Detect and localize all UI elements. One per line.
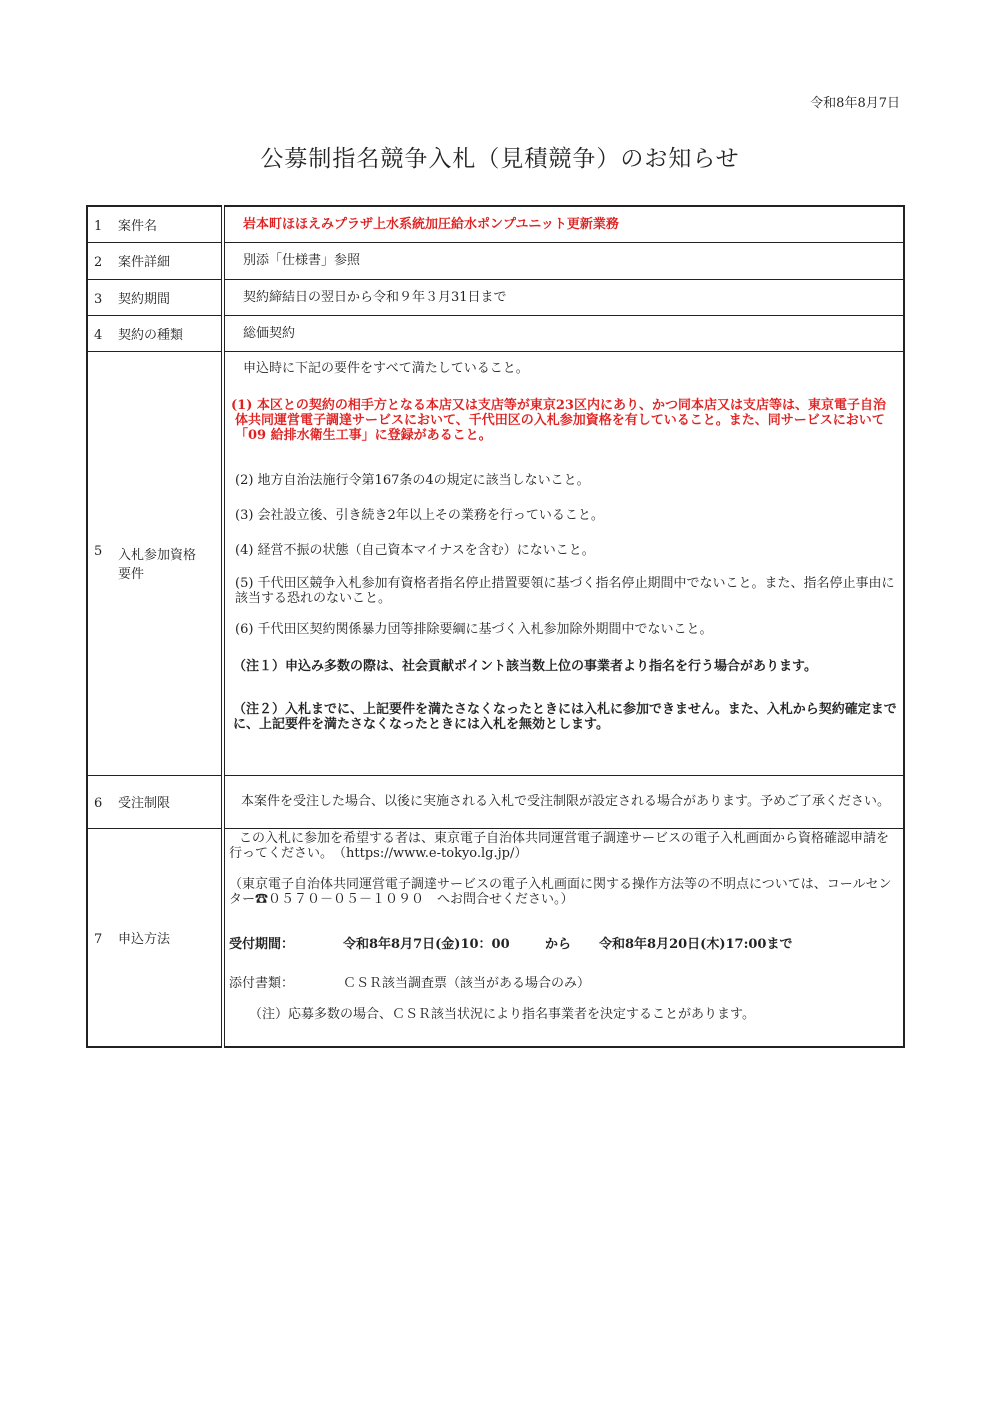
table-row [87, 315, 904, 351]
requirement-6: (6) 千代田区契約関係暴力団等排除要綱に基づく入札参加除外期間中でないこと。 [235, 621, 713, 637]
row-value: 別添「仕様書」参照 [223, 242, 904, 279]
row-label: 7 申込方法 [87, 828, 223, 1047]
requirement-3: (3) 会社設立後、引き続き2年以上その業務を行っていること。 [235, 507, 604, 523]
row-value [223, 351, 904, 775]
row-value [223, 828, 904, 1047]
table-row [87, 279, 904, 315]
project-name: 岩本町ほほえみプラザ上水系統加圧給水ポンプユニット更新業務 [243, 216, 619, 232]
row-value: 総価契約 [223, 315, 904, 351]
table-row [87, 242, 904, 279]
application-instructions: この入札に参加を希望する者は、東京電子自治体共同運営電子調達サービスの電子入札画面から資格確認申請を行ってください。 （https://www.e-tokyo.lg.jp/） [229, 830, 890, 861]
acceptance-period: 受付期間： 令和8年8月7日(金)10：00 から 令和8年8月20日(木)17:00まで [229, 936, 793, 952]
note-2: （注２）入札までに、上記要件を満たさなくなったときには入札に参加できません。また、入札から契約確定までに、上記要件を満たさなくなったときには入札を無効とします。 [233, 701, 897, 732]
row-label: 4 契約の種類 [87, 315, 223, 351]
note-1: （注１）申込み多数の際は、社会貢献ポイント該当数上位の事業者より指名を行う場合があります。 [233, 658, 817, 674]
row-value: 本案件を受注した場合、以後に実施される入札で受注制限が設定される場合があります。予めご了承ください。 [223, 775, 904, 828]
table-row [87, 351, 904, 775]
row-value [223, 206, 904, 242]
table-row [87, 206, 904, 242]
document-date: 令和8年8月7日 [810, 96, 900, 111]
table-row [87, 775, 904, 828]
attachments: 添付書類： ＣＳＲ該当調査票（該当がある場合のみ） [229, 975, 591, 991]
requirements-intro: 申込時に下記の要件をすべて満たしていること。 [243, 360, 529, 376]
row-label: 5 入札参加資格要件 [87, 351, 223, 775]
requirement-2: (2) 地方自治法施行令第167条の4の規定に該当しないこと。 [235, 472, 590, 488]
row-label: 2 案件詳細 [87, 242, 223, 279]
row-value: 契約締結日の翌日から令和９年３月31日まで [223, 279, 904, 315]
notice-table [86, 205, 905, 1048]
requirement-5: (5) 千代田区競争入札参加有資格者指名停止措置要領に基づく指名停止期間中でないこと。また、指名停止事由に該当する恐れのないこと。 [235, 575, 895, 606]
table-row [87, 828, 904, 1047]
row-label: 3 契約期間 [87, 279, 223, 315]
row-label: 1 案件名 [87, 206, 223, 242]
row-label: 6 受注制限 [87, 775, 223, 828]
application-note: （注）応募多数の場合、ＣＳＲ該当状況により指名事業者を決定することがあります。 [249, 1006, 755, 1022]
call-center-note: （東京電子自治体共同運営電子調達サービスの電子入札画面に関する操作方法等の不明点については、コールセンター☎０５７０－０５－１０９０ へお問合せください。） [229, 876, 892, 907]
requirement-1: (1) 本区との契約の相手方となる本店又は支店等が東京23区内にあり、かつ同本店又は支店等は、東京電子自治体共同運営電子調達サービスにおいて、千代田区の入札参加資格を有していること。また、同サービスにおいて「09 給排水衛生工事」に登録があること。 [231, 397, 886, 443]
requirement-4: (4) 経営不振の状態（自己資本マイナスを含む）にないこと。 [235, 542, 595, 558]
page-title: 公募制指名競争入札（見積競争）のお知らせ [260, 146, 740, 172]
